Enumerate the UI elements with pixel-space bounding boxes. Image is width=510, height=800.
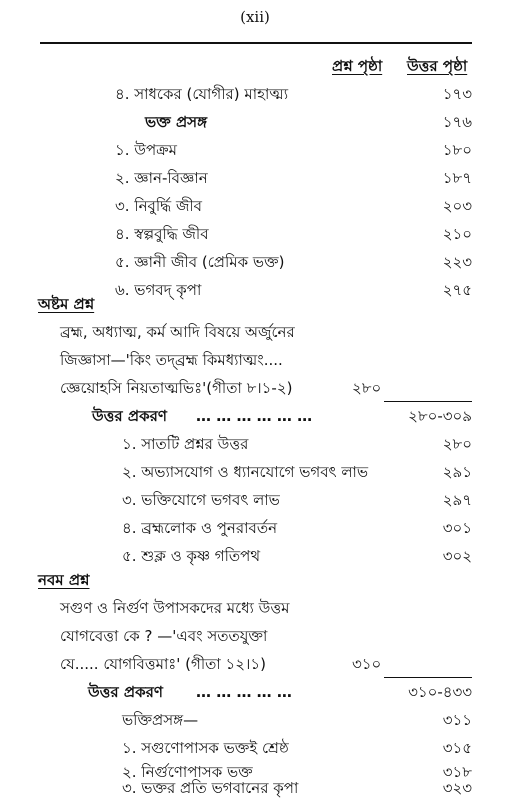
toc-entry-label: ৩. ভক্তিযোগে ভগবৎ লাভ	[122, 491, 280, 509]
toc-entry-label: ১. সগুণোপাসক ভক্তই শ্রেষ্ঠ	[122, 739, 289, 757]
section8-answer-range: ২৮০-৩০৯	[408, 407, 472, 425]
toc-entry-page: ২২৩	[442, 253, 472, 271]
toc-entry-page: ১৭৬	[442, 113, 472, 131]
section8-question-line: ব্রহ্ম, অধ্যাত্ম, কর্ম আদি বিষয়ে অর্জুনের	[60, 323, 295, 341]
toc-entry-page: ২৮০	[442, 435, 472, 453]
toc-entry-page: ২০৩	[442, 197, 472, 215]
toc-entry-page: ৩২৩	[442, 779, 472, 797]
toc-entry-page: ২১০	[442, 225, 472, 243]
toc-entry-page: ১৭৩	[442, 85, 472, 103]
toc-entry-label: ৪. সাধকের (যোগীর) মাহাত্ম্য	[115, 85, 289, 103]
toc-entry-page: ৩১৮	[442, 763, 472, 781]
section8-answer-dots: … … … … … …	[196, 407, 313, 425]
section9-answer-range: ৩১০-৪৩৩	[408, 683, 472, 701]
toc-entry-page: ৩১৫	[442, 739, 472, 757]
toc-entry-page: ১৮০	[442, 141, 472, 159]
toc-entry-label: ২. নির্গুণোপাসক ভক্ত	[122, 763, 253, 781]
page-number: (xii)	[240, 8, 270, 26]
toc-entry-label: ৩. ভক্তর প্রতি ভগবানের কৃপা	[122, 779, 299, 797]
toc-entry-page: ৩১১	[442, 711, 472, 729]
toc-entry-label: ১. সাতটি প্রশ্নর উত্তর	[122, 435, 249, 453]
header-question-page: প্রশ্ন পৃষ্ঠা	[332, 57, 383, 75]
section9-range-rule	[384, 677, 472, 678]
section9-heading: নবম প্রশ্ন	[38, 571, 90, 589]
toc-entry-page: ১৮৭	[442, 169, 472, 187]
toc-entry-label: ৪. স্বল্পবুদ্ধি জীব	[115, 225, 209, 243]
toc-entry-label: ৬. ভগবদ্ কৃপা	[115, 281, 202, 299]
section8-question-page: ২৮০	[352, 379, 382, 397]
toc-entry-label: ৫. শুক্ল ও কৃষ্ণ গতিপথ	[122, 547, 261, 565]
section8-question-line: জ্ঞেয়োহসি নিয়তাত্মভিঃ'(গীতা ৮।১-২)	[60, 379, 293, 397]
section8-range-rule	[384, 401, 472, 402]
section9-answer-heading: উত্তর প্রকরণ	[88, 683, 163, 701]
header-answer-page: উত্তর পৃষ্ঠা	[407, 57, 468, 75]
toc-entry-label: ৪. ব্রহ্মলোক ও পুনরাবর্তন	[122, 519, 278, 537]
toc-entry-page: ২৯৭	[442, 491, 472, 509]
section9-question-line: যোগবেত্তা কে ? —'এবং সততযুক্তা	[60, 627, 268, 645]
section9-question-line: সগুণ ও নির্গুণ উপাসকদের মধ্যে উত্তম	[60, 599, 290, 617]
top-rule	[40, 42, 472, 44]
toc-entry-label: ২. জ্ঞান-বিজ্ঞান	[115, 169, 208, 187]
section9-question-page: ৩১০	[352, 655, 382, 673]
toc-subheading-label: ভক্ত প্রসঙ্গ	[145, 113, 208, 131]
section8-question-line: জিজ্ঞাসা—'কিং তদ্‌ব্রহ্ম কিমধ্যাত্মং....	[60, 351, 283, 369]
section9-answer-dots: … … … … …	[196, 683, 292, 701]
section9-question-line: যে..... যোগবিত্তমাঃ' (গীতা ১২।১)	[60, 655, 266, 673]
toc-entry-label: ৩. নিবুর্দ্ধি জীব	[115, 197, 203, 215]
section8-heading: অষ্টম প্রশ্ন	[38, 295, 95, 313]
toc-entry-page: ৩০২	[442, 547, 472, 565]
toc-entry-label: ১. উপক্রম	[115, 141, 178, 159]
toc-entry-label: ৫. জ্ঞানী জীব (প্রেমিক ভক্ত)	[115, 253, 285, 271]
toc-entry-label: ২. অভ্যাসযোগ ও ধ্যানযোগে ভগবৎ লাভ	[122, 463, 369, 481]
toc-entry-label: ভক্তিপ্রসঙ্গ—	[122, 711, 199, 729]
toc-entry-page: ২৯১	[442, 463, 472, 481]
toc-entry-page: ৩০১	[442, 519, 472, 537]
section8-answer-heading: উত্তর প্রকরণ	[92, 407, 167, 425]
toc-entry-page: ২৭৫	[442, 281, 472, 299]
